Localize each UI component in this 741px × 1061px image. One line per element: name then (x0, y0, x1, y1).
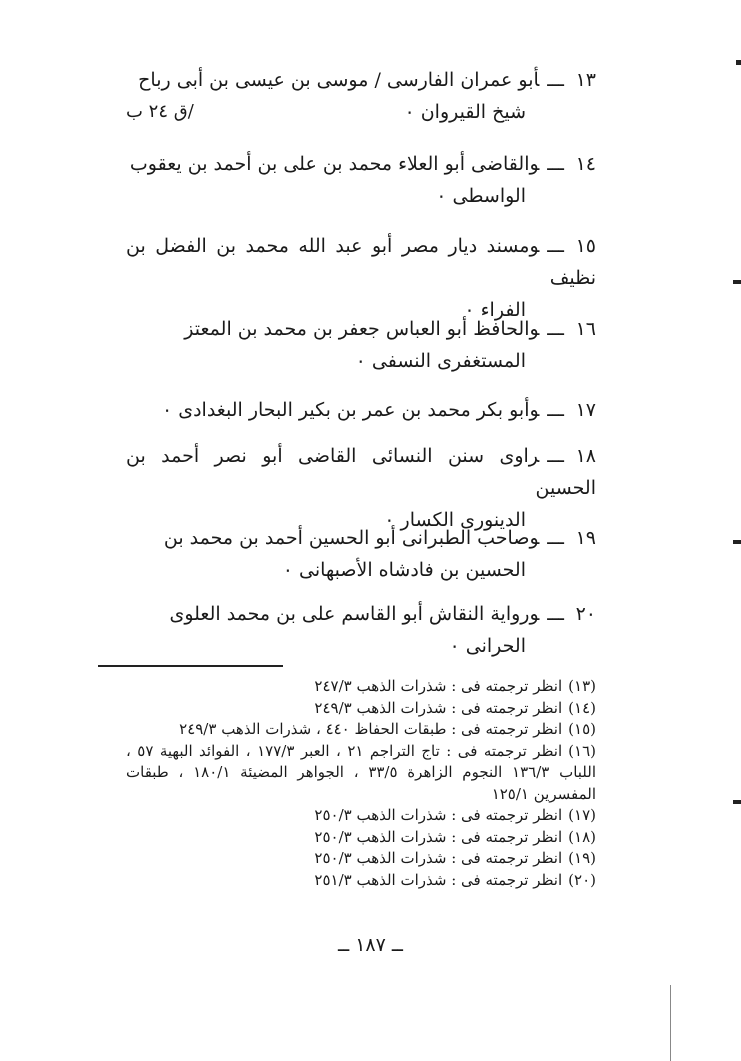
entry-dash: ـــ (547, 69, 564, 91)
entry-dash: ـــ (547, 445, 564, 467)
entry-number: ١٣ (575, 69, 596, 91)
entry-line1: ورواية النقاش أبو القاسم على بن محمد العلوى (169, 603, 540, 625)
entry-line2: الفراء ٠ (464, 299, 526, 321)
entry-15 (126, 230, 596, 326)
entry-line1: ومسند ديار مصر أبو عبد الله محمد بن الفضل بن نظيف (126, 235, 596, 289)
footnote-number: (١٣) (568, 677, 596, 695)
entry-20 (126, 598, 596, 662)
entry-dash: ـــ (547, 603, 564, 625)
footnote-15 (126, 719, 596, 741)
scan-fold-line (670, 985, 671, 1061)
entry-line1: والحافظ أبو العباس جعفر بن محمد بن المعتز (184, 318, 540, 340)
entry-number: ١٦ (575, 318, 596, 340)
scan-edge-mark (733, 280, 741, 284)
page-number: ــ ١٨٧ ــ (338, 934, 403, 956)
footnote-text: انظر ترجمته فى : شذرات الذهب ٢٥٠/٣ (314, 806, 563, 824)
footnote-19 (126, 848, 596, 870)
footnote-number: (٢٠) (568, 870, 596, 889)
entry-line1: وأبو بكر محمد بن عمر بن بكير البحار البغدادى ٠ (161, 399, 540, 421)
entry-line2: المستغفرى النسفى ٠ (355, 350, 526, 372)
entry-number: ٢٠ (575, 603, 596, 625)
scan-edge-mark (733, 800, 741, 804)
entry-line2: الواسطى ٠ (436, 185, 526, 207)
entry-number: ١٨ (575, 445, 596, 467)
entry-14 (126, 148, 596, 212)
entry-dash: ـــ (547, 318, 564, 340)
footnote-14 (126, 698, 596, 720)
footnote-separator (98, 665, 283, 667)
entry-line2: شيخ القيروان ٠ (404, 101, 526, 123)
entry-number: ١٤ (575, 153, 596, 175)
footnote-number: (١٨) (568, 827, 596, 846)
entry-dash: ـــ (547, 235, 564, 257)
entry-dash: ـــ (547, 527, 564, 549)
entry-17 (126, 394, 596, 426)
entry-line1: والقاضى أبو العلاء محمد بن على بن أحمد بن يعقوب (129, 153, 540, 175)
footnote-17 (126, 805, 596, 827)
footnote-number: (١٧) (568, 806, 596, 824)
entry-line2: الحسين بن فادشاه الأصبهانى ٠ (282, 559, 526, 581)
entry-number: ١٧ (575, 399, 596, 421)
scan-edge-mark (736, 60, 741, 65)
entry-dash: ـــ (547, 399, 564, 421)
entry-13 (126, 64, 596, 128)
entry-number: ١٩ (575, 527, 596, 549)
footnote-text: انظر ترجمته فى : شذرات الذهب ٢٥٠/٣ (314, 849, 563, 867)
entry-line1: وصاحب الطبرانى أبو الحسين أحمد بن محمد بن (163, 527, 540, 549)
entry-dash: ـــ (547, 153, 564, 175)
footnote-number: (١٥) (568, 720, 596, 738)
entry-line2: الحرانى ٠ (449, 635, 526, 657)
footnote-number: (١٦) (568, 741, 596, 760)
footnote-text: انظر ترجمته فى : شذرات الذهب ٢٥٠/٣ (314, 827, 563, 846)
footnote-text: انظر ترجمته فى : شذرات الذهب ٢٥١/٣ (314, 870, 563, 889)
footnote-13 (126, 676, 596, 698)
footnote-16 (126, 741, 596, 806)
entry-number: ١٥ (575, 235, 596, 257)
footnote-20 (126, 870, 596, 892)
entry-line1: أبو عمران الفارسى / موسى بن عيسى بن أبى رباح (138, 69, 540, 91)
entry-16 (126, 313, 596, 377)
entry-19 (126, 522, 596, 586)
footnotes (126, 676, 596, 891)
scan-edge-mark (733, 540, 741, 544)
footnote-text: انظر ترجمته فى : شذرات الذهب ٢٤٩/٣ (314, 698, 563, 717)
footnote-number: (١٩) (568, 849, 596, 867)
entry-line1: راوى سنن النسائى القاضى أبو نصر أحمد بن الحسين (126, 445, 596, 499)
entry-line2: الدينورى الكسار ٠ (384, 509, 526, 531)
footnote-18 (126, 827, 596, 849)
manuscript-folio-ref: /ق ٢٤ ب (126, 101, 194, 122)
footnote-text: انظر ترجمته فى : طبقات الحفاظ ٤٤٠ ، شذرات الذهب ٢٤٩/٣ (179, 720, 563, 738)
footnote-text: انظر ترجمته فى : تاج التراجم ٢١ ، العبر ١٧٧/٣ ، الفوائد البهية ٥٧ ، اللباب ١٣٦/٣ النجوم الزاهرة ٣٣/٥ ، الجواهر المضيئة ١٨٠/١ ، طبقات المفسرين ١٢٥/١ (126, 741, 597, 803)
footnote-text: انظر ترجمته فى : شذرات الذهب ٢٤٧/٣ (314, 677, 563, 695)
footnote-number: (١٤) (568, 698, 596, 717)
